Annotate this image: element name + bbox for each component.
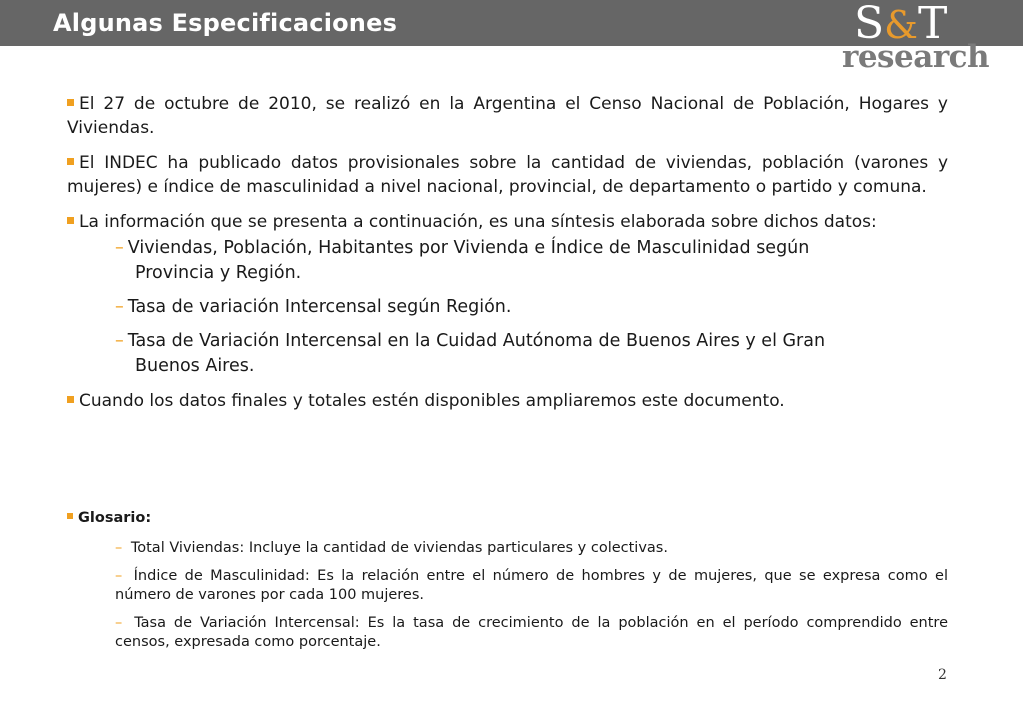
bullet-icon	[67, 396, 74, 403]
glossary-item-text: Tasa de Variación Intercensal: Es la tasa de crecimiento de la población en el período comprendido entre censos, expresada como porcentaje.	[115, 615, 948, 650]
dash-icon: –	[115, 297, 124, 317]
page-number: 2	[938, 667, 947, 683]
paragraph-text: El 27 de octubre de 2010, se realizó en la Argentina el Censo Nacional de Población, Hogares y Viviendas.	[67, 94, 948, 138]
glossary-item	[115, 539, 948, 558]
glossary-list	[115, 539, 948, 661]
logo-s: S	[854, 0, 885, 49]
dash-icon: –	[115, 540, 123, 556]
sub-item-viviendas	[67, 236, 928, 286]
glossary-item-text: Índice de Masculinidad: Es la relación entre el número de hombres y de mujeres, que se expresa como el número de varones por cada 100 mujeres.	[115, 568, 948, 603]
main-content	[67, 92, 948, 424]
bullet-icon	[67, 158, 74, 165]
dash-icon: –	[115, 238, 124, 258]
brand-logo	[838, 0, 990, 75]
logo-t: T	[917, 0, 948, 49]
glossary-item-text: Total Viviendas: Incluye la cantidad de viviendas particulares y colectivas.	[130, 540, 668, 556]
paragraph-text: Cuando los datos finales y totales estén disponibles ampliaremos este documento.	[79, 391, 785, 411]
bullet-icon	[67, 513, 73, 519]
glossary-item	[115, 567, 948, 605]
glossary-label: Glosario:	[78, 510, 152, 526]
sub-item-text: Tasa de Variación Intercensal en la Cuidad Autónoma de Buenos Aires y el Gran	[127, 331, 826, 351]
paragraph-censo	[67, 92, 948, 140]
paragraph-text: La información que se presenta a continuación, es una síntesis elaborada sobre dichos datos:	[79, 212, 877, 232]
page-title: Algunas Especificaciones	[53, 9, 398, 37]
dash-icon: –	[115, 615, 123, 631]
sub-item-text: Tasa de variación Intercensal según Región.	[127, 297, 512, 317]
paragraph-indec	[67, 151, 948, 199]
sub-item-text: Viviendas, Población, Habitantes por Vivienda e Índice de Masculinidad según	[127, 238, 810, 258]
sub-item-tasa-caba	[67, 329, 928, 379]
glossary-heading	[67, 510, 151, 526]
sub-item-text-cont: Provincia y Región.	[135, 263, 302, 283]
glossary-item	[115, 614, 948, 652]
bullet-icon	[67, 99, 74, 106]
bullet-icon	[67, 217, 74, 224]
sub-item-text-cont: Buenos Aires.	[135, 356, 255, 376]
logo-research-text: research	[842, 39, 990, 75]
paragraph-text: El INDEC ha publicado datos provisionales sobre la cantidad de viviendas, población (varones y mujeres) e índice de masculinidad a nivel nacional, provincial, de departamento o partido y comuna.	[67, 153, 948, 197]
dash-icon: –	[115, 331, 124, 351]
sub-item-tasa-region	[67, 295, 928, 320]
paragraph-informacion	[67, 210, 948, 234]
dash-icon: –	[115, 568, 123, 584]
paragraph-closing	[67, 389, 948, 413]
logo-ampersand: &	[884, 3, 918, 47]
